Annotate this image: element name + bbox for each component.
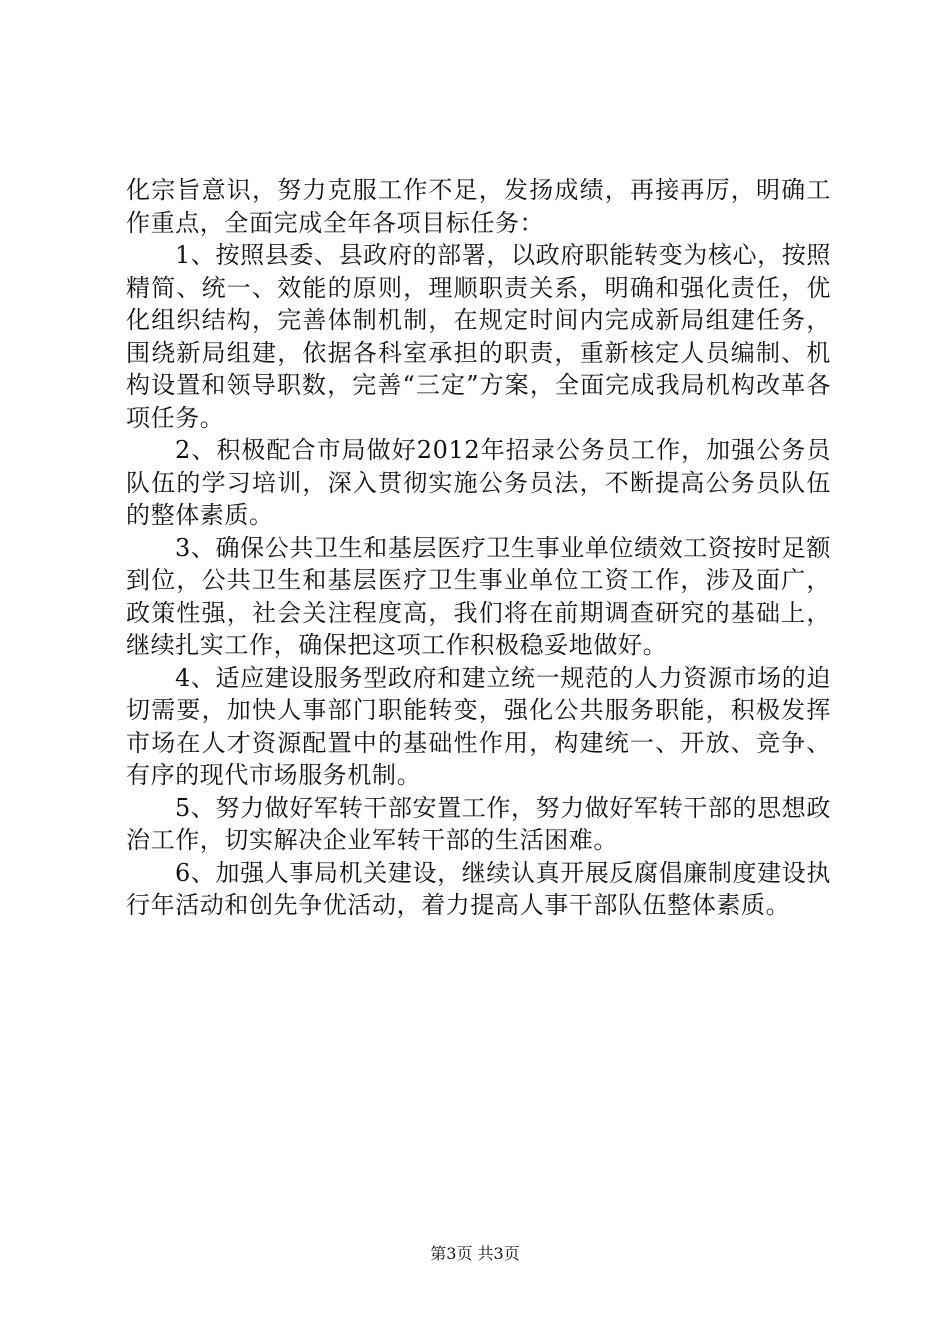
paragraph-item-1: 1、按照县委、县政府的部署，以政府职能转变为核心，按照精简、统一、效能的原则，理顺职责关系，明确和强化责任，优化组织结构，完善体制机制，在规定时间内完成新局组建任务，围绕新局组建，依据各科室承担的职责，重新核定人员编制、机构设置和领导职数，完善“三定”方案，全面完成我局机构改革各项任务。 (126, 241, 831, 432)
document-body (126, 174, 831, 922)
page-number-label: 第3页 共3页 (430, 1244, 520, 1263)
paragraph-item-4: 4、适应建设服务型政府和建立统一规范的人力资源市场的迫切需要，加快人事部门职能转变，强化公共服务职能，积极发挥市场在人才资源配置中的基础性作用，构建统一、开放、竞争、有序的现代市场服务机制。 (126, 663, 831, 789)
paragraph-item-6: 6、加强人事局机关建设，继续认真开展反腐倡廉制度建设执行年活动和创先争优活动，着力提高人事干部队伍整体素质。 (126, 858, 831, 919)
paragraph-item-3: 3、确保公共卫生和基层医疗卫生事业单位绩效工资按时足额到位，公共卫生和基层医疗卫生事业单位工资工作，涉及面广，政策性强，社会关注程度高，我们将在前期调查研究的基础上，继续扎实工作，确保把这项工作积极稳妥地做好。 (126, 533, 831, 659)
paragraph-item-5: 5、努力做好军转干部安置工作，努力做好军转干部的思想政治工作，切实解决企业军转干部的生活困难。 (126, 793, 831, 854)
paragraph-item-2: 2、积极配合市局做好2012年招录公务员工作，加强公务员队伍的学习培训，深入贯彻实施公务员法，不断提高公务员队伍的整体素质。 (126, 436, 831, 529)
paragraph-continuation: 化宗旨意识，努力克服工作不足，发扬成绩，再接再厉，明确工作重点，全面完成全年各项目标任务： (126, 176, 831, 237)
page-footer (0, 1244, 950, 1264)
